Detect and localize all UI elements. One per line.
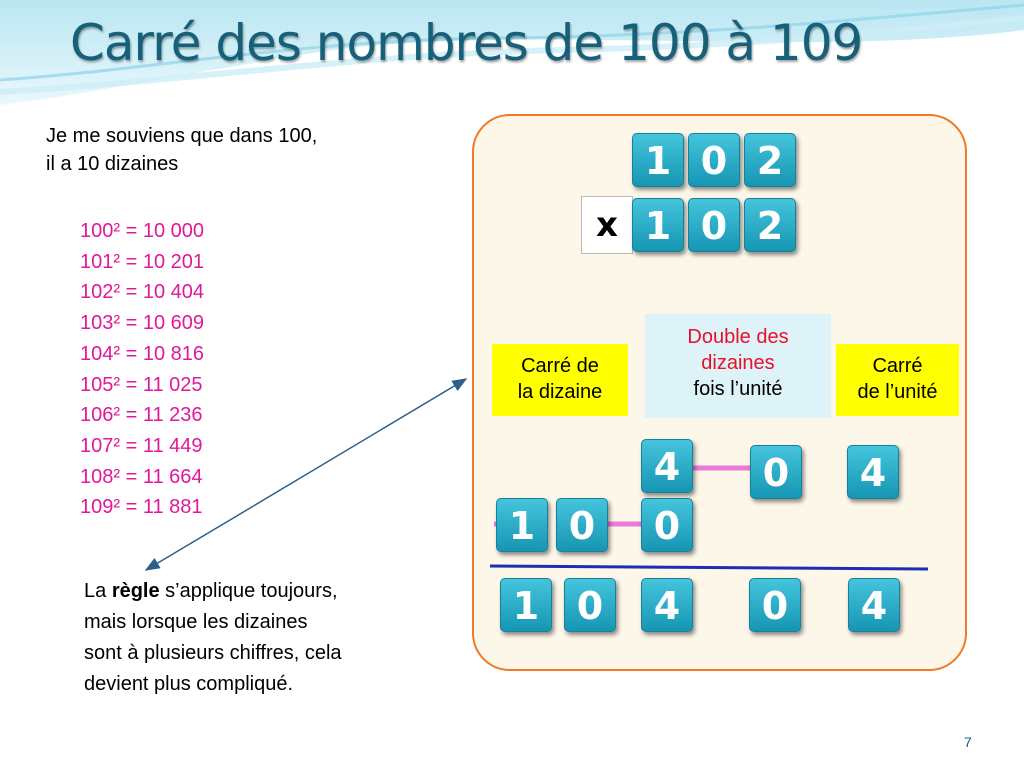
digit-tile: 4: [641, 439, 693, 493]
label-tens-square: [492, 344, 628, 416]
digit-tile: 4: [847, 445, 899, 499]
result-digit-tile: 1: [500, 578, 552, 632]
page-title: Carré des nombres de 100 à 109: [70, 14, 863, 72]
label-double-tens: [645, 314, 831, 418]
square-item: 105² = 11 025: [80, 373, 203, 396]
intro-line-1: Je me souviens que dans 100,: [46, 125, 318, 147]
arrow-to-rule: [146, 520, 230, 570]
digit-tile: 0: [688, 133, 740, 187]
label-line: fois l’unité: [693, 378, 783, 400]
square-item: 106² = 11 236: [80, 404, 203, 427]
rule-prefix: La: [84, 580, 112, 602]
label-line: Carré: [872, 355, 923, 377]
page-number: 7: [964, 734, 972, 750]
square-item: 102² = 10 404: [80, 281, 204, 304]
label-line: Carré de: [521, 355, 599, 377]
digit-tile: 0: [750, 445, 802, 499]
square-item: 109² = 11 881: [80, 496, 203, 519]
multiply-operator: x: [581, 196, 633, 254]
rule-line-4: devient plus compliqué.: [84, 673, 294, 695]
result-digit-tile: 0: [564, 578, 616, 632]
square-item: 101² = 10 201: [80, 250, 204, 273]
intro-line-2: il a 10 dizaines: [46, 153, 179, 175]
digit-tile: 1: [632, 198, 684, 252]
rule-line-2: mais lorsque les dizaines: [84, 611, 308, 633]
label-line: Double des: [687, 326, 789, 348]
square-item: 108² = 11 664: [80, 465, 203, 488]
rule-line-3: sont à plusieurs chiffres, cela: [84, 642, 342, 664]
label-unit-square: [836, 344, 959, 416]
digit-tile: 1: [632, 133, 684, 187]
result-digit-tile: 4: [641, 578, 693, 632]
rule-line-1-rest: s’applique toujours,: [159, 580, 338, 602]
digit-tile: 2: [744, 133, 796, 187]
rule-keyword: règle: [111, 580, 160, 602]
result-digit-tile: 0: [749, 578, 801, 632]
digit-tile: 2: [744, 198, 796, 252]
result-line: [490, 566, 928, 569]
digit-tile: 0: [641, 498, 693, 552]
square-item: 100² = 10 000: [80, 220, 204, 242]
label-line: dizaines: [701, 352, 775, 374]
result-digit-tile: 4: [848, 578, 900, 632]
digit-tile: 0: [556, 498, 608, 552]
label-line: la dizaine: [517, 381, 603, 403]
digit-tile: 0: [688, 198, 740, 252]
digit-tile: 1: [496, 498, 548, 552]
label-line: de l’unité: [857, 381, 938, 403]
arrow-to-panel: [230, 379, 466, 520]
square-item: 104² = 10 816: [80, 342, 204, 365]
square-item: 107² = 11 449: [80, 434, 203, 457]
square-item: 103² = 10 609: [80, 312, 204, 335]
